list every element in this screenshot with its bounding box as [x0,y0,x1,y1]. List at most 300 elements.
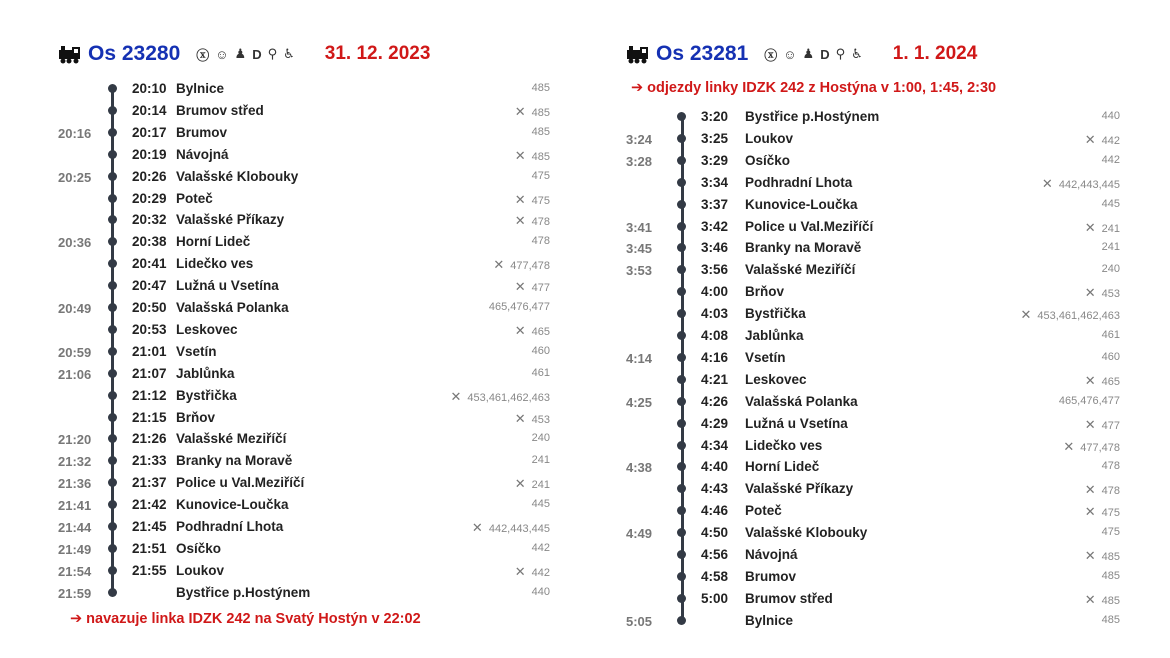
arrival-time: 21:54 [58,563,92,579]
departure-time: 4:00 [701,284,729,300]
stop-dot-icon [677,572,686,581]
stop-dot-icon [677,243,686,252]
stop-dot-icon [677,484,686,493]
stop-row[interactable] [0,538,585,560]
stop-row[interactable] [585,172,1170,194]
station-name[interactable]: Kunovice-Loučka [176,497,289,513]
station-name[interactable]: Branky na Moravě [176,453,293,469]
stop-row[interactable] [0,472,585,494]
stop-row[interactable] [0,516,585,538]
station-name[interactable]: Brňov [745,284,785,300]
stop-row[interactable] [585,194,1170,216]
connecting-lines [1102,351,1120,363]
bicycle-icon: ⚲ [267,46,278,61]
stop-row[interactable] [0,494,585,516]
station-name[interactable]: Brumov [176,124,228,140]
stop-dot-icon [108,172,117,181]
stop-row[interactable] [585,259,1170,281]
station-name[interactable]: Lužná u Vsetína [176,278,279,294]
departure-time: 21:15 [132,409,167,425]
stop-dot-icon [677,594,686,603]
station-name[interactable]: Poteč [176,190,213,206]
connecting-lines-value: 485 [1101,594,1120,607]
station-name[interactable]: Valašské Příkazy [176,212,285,228]
stop-dot-icon [677,200,686,209]
stop-dot-icon [677,309,686,318]
stop-row[interactable] [0,188,585,210]
connecting-lines [532,235,550,247]
arrival-time: 3:53 [626,263,653,279]
departure-time: 21:37 [132,475,167,491]
stop-dot-icon [108,413,117,422]
stop-row[interactable] [585,588,1170,610]
stop-dot-icon [108,128,117,137]
connecting-lines [532,82,550,94]
request-stop-icon: ✕ [493,257,505,273]
connecting-lines [1102,110,1120,122]
request-stop-icon: ✕ [1084,591,1096,607]
arrival-time: 21:06 [58,366,92,382]
stop-dot-icon [677,112,686,121]
stop-row[interactable] [0,122,585,144]
connecting-lines [532,345,550,357]
stop-dot-icon [677,222,686,231]
departure-time: 4:26 [701,393,729,409]
stop-row[interactable] [585,216,1170,238]
connecting-lines-value: 475 [1101,526,1120,539]
stop-row[interactable] [0,253,585,275]
connecting-lines-value: 465 [531,325,550,338]
connecting-lines [1085,504,1120,520]
stop-row[interactable] [585,106,1170,128]
station-name[interactable]: Bystřička [176,387,237,403]
station-name[interactable]: Lužná u Vsetína [745,415,848,431]
request-stop-icon: ✕ [514,103,526,119]
arrival-time: 20:25 [58,169,92,185]
station-name[interactable]: Leskovec [176,321,238,337]
station-name[interactable]: Podhradní Lhota [745,174,853,190]
stop-dot-icon [677,528,686,537]
connecting-lines [515,104,550,120]
request-stop-icon: ✕ [514,279,526,295]
connecting-lines-value: 460 [531,344,550,357]
connecting-lines [1102,460,1120,472]
connection-note: ➔ navazuje linka IDZK 242 na Svatý Hostýn v 22:02 [70,611,421,627]
station-name[interactable]: Valašské Příkazy [745,481,854,497]
arrival-time: 4:25 [626,394,653,410]
connecting-lines [1042,176,1120,192]
face-icon: ☺ [783,46,797,62]
stop-row[interactable] [585,237,1170,259]
train-service-icons [196,45,301,64]
departure-time: 21:01 [132,343,167,359]
connecting-lines-value: 442 [531,566,550,579]
connecting-lines [1063,439,1120,455]
station-name[interactable]: Brumov střed [745,590,833,606]
connecting-lines [515,213,550,229]
station-name[interactable]: Valašské Klobouky [745,525,868,541]
connecting-lines-value: 453,461,462,463 [1037,310,1120,323]
station-name[interactable]: Valašské Klobouky [176,168,299,184]
d-icon: D [252,46,262,62]
stop-row[interactable] [0,144,585,166]
stop-dot-icon [108,522,117,531]
station-name[interactable]: Valašské Meziříčí [745,262,856,278]
connecting-lines-value: 240 [1101,263,1120,276]
connecting-lines-value: 440 [1101,110,1120,122]
connecting-lines [1021,307,1121,323]
connecting-lines-value: 485 [531,82,550,94]
departure-time: 20:38 [132,234,167,250]
request-stop-icon: ✕ [514,322,526,338]
station-name[interactable]: Police u Val.Meziříčí [176,475,305,491]
train-date: 31. 12. 2023 [324,43,431,64]
face-icon: ☺ [215,46,229,62]
connecting-lines-value: 485 [531,106,550,119]
departure-time: 20:26 [132,168,167,184]
departure-time: 3:29 [701,152,729,168]
train-header [626,40,977,68]
stop-dot-icon [108,150,117,159]
connecting-lines-value: 241 [531,454,550,467]
arrival-time: 21:49 [58,541,92,557]
stop-row[interactable] [0,450,585,472]
departure-time: 21:12 [132,387,167,403]
connecting-lines-value: 460 [1101,350,1120,363]
stop-row[interactable] [585,456,1170,478]
stop-row[interactable] [0,209,585,231]
connecting-lines [1102,241,1120,253]
connecting-lines [1102,263,1120,275]
stop-dot-icon [108,347,117,356]
connecting-lines-value: 485 [1101,613,1120,626]
connecting-lines-value: 477 [531,282,550,295]
stop-row[interactable] [0,231,585,253]
connecting-lines [1102,526,1120,538]
stop-row[interactable] [585,347,1170,369]
connecting-lines [1102,570,1120,582]
station-name[interactable]: Osíčko [176,540,222,556]
departure-time: 3:20 [701,109,729,124]
connecting-lines [472,520,550,536]
stop-dot-icon [108,544,117,553]
station-name[interactable]: Bystřička [745,306,806,322]
request-stop-icon: ✕ [1041,175,1053,191]
request-stop-icon: ✕ [1084,548,1096,563]
departure-time: 21:33 [132,453,167,469]
stop-dot-icon [677,506,686,515]
stop-row[interactable] [585,610,1170,632]
station-name[interactable]: Jablůnka [176,365,235,381]
connecting-lines-value: 241 [531,479,550,492]
locomotive-icon [626,44,650,64]
station-name[interactable]: Horní Lideč [745,459,820,475]
arrival-time: 20:49 [58,301,92,316]
stop-row[interactable] [0,297,585,319]
station-name[interactable]: Valašská Polanka [745,393,858,409]
station-name[interactable]: Jablůnka [745,328,804,343]
station-name[interactable]: Poteč [745,503,782,519]
stop-row[interactable] [0,166,585,188]
departure-time: 21:45 [132,519,167,534]
stop-dot-icon [677,419,686,428]
request-stop-icon: ✕ [1084,504,1096,520]
stop-row[interactable] [0,319,585,341]
connecting-lines [1059,395,1120,407]
stop-dot-icon [108,215,117,224]
station-name[interactable]: Valašské Meziříčí [176,431,287,447]
stop-row[interactable] [585,150,1170,172]
stop-dot-icon [108,325,117,334]
stop-row[interactable] [0,385,585,407]
connecting-lines [1102,198,1120,210]
departure-time: 21:55 [132,562,167,578]
arrival-time: 3:24 [626,131,653,147]
request-stop-icon: ✕ [514,410,526,426]
stop-row[interactable] [0,78,585,100]
connecting-lines [532,432,550,444]
arrival-time: 3:41 [626,219,653,235]
stop-row[interactable] [0,100,585,122]
departure-time: 20:53 [132,321,167,337]
departure-time: 4:56 [701,547,729,562]
station-name[interactable]: Kunovice-Loučka [745,196,858,212]
stop-row[interactable] [585,128,1170,150]
connecting-lines-value: 241 [1101,222,1120,235]
departure-time: 3:42 [701,218,729,234]
station-name[interactable]: Bystřice p.Hostýnem [176,584,311,600]
connecting-lines-value: 475 [531,194,550,207]
connection-note: ➔ odjezdy linky IDZK 242 z Hostýna v 1:00, 1:45, 2:30 [631,80,997,96]
departure-time: 20:32 [132,212,167,228]
connecting-lines [493,257,550,273]
connecting-lines [1085,220,1120,236]
departure-time: 3:25 [701,130,729,146]
stop-row[interactable] [585,325,1170,347]
request-stop-icon: ✕ [1084,482,1096,498]
connecting-lines [515,148,550,164]
connecting-lines [532,170,550,182]
train-number[interactable]: Os 23280 [88,42,181,65]
stop-dot-icon [108,500,117,509]
departure-time: 21:07 [132,365,167,381]
connecting-lines-value: 485 [531,150,550,163]
connecting-lines-value: 453,461,462,463 [467,391,550,404]
departure-time: 20:41 [132,256,167,272]
arrival-time: 21:44 [58,520,92,535]
train-date: 1. 1. 2024 [892,43,978,64]
connecting-lines-value: 475 [531,169,550,182]
departure-time: 5:00 [701,590,729,606]
connecting-lines-value: 485 [531,125,550,138]
stop-row[interactable] [585,281,1170,303]
stop-row[interactable] [0,363,585,385]
departure-time: 4:40 [701,459,729,475]
station-name[interactable]: Horní Lideč [176,234,251,250]
stop-row[interactable] [585,522,1170,544]
d-icon: D [820,46,830,62]
connecting-lines [515,192,550,208]
stop-dot-icon [677,616,686,625]
request-stop-icon: ✕ [471,520,483,535]
connecting-lines [532,454,550,466]
request-stop-icon: ✕ [514,191,526,207]
connecting-lines-value: 442,443,445 [488,523,550,535]
connecting-lines-value: 442 [1101,134,1120,147]
connecting-lines-value: 477,478 [510,260,550,273]
arrival-time: 21:59 [58,585,92,601]
connecting-lines-value: 461 [1101,329,1120,341]
connecting-lines-value: 475 [1101,507,1120,520]
connecting-lines-value: 461 [531,366,550,379]
connecting-lines-value: 445 [531,498,550,511]
connecting-lines [532,586,550,598]
stop-dot-icon [677,287,686,296]
station-name[interactable]: Návojná [745,547,798,562]
connecting-lines-value: 240 [531,432,550,445]
connecting-lines-value: 445 [1101,197,1120,210]
stop-row[interactable] [0,341,585,363]
stop-dot-icon [677,178,686,187]
arrival-time: 20:16 [58,125,92,141]
request-stop-icon: ✕ [1020,307,1032,323]
departure-time: 20:17 [132,124,167,140]
stop-row[interactable] [0,407,585,429]
stop-dot-icon [677,550,686,559]
stop-row[interactable] [585,391,1170,413]
stop-row[interactable] [585,369,1170,391]
connecting-lines [451,389,551,405]
connecting-lines-value: 453 [531,413,550,426]
connecting-lines-value: 485 [1101,551,1120,563]
stop-row[interactable] [0,428,585,450]
station-name[interactable]: Branky na Moravě [745,240,862,256]
stop-dot-icon [108,303,117,312]
stop-dot-icon [108,478,117,487]
stop-row[interactable] [585,435,1170,457]
station-name[interactable]: Lidečko ves [745,437,823,453]
departure-time: 21:42 [132,497,167,513]
arrival-time: 5:05 [626,613,653,629]
request-stop-icon: ✕ [1084,285,1096,301]
stop-dot-icon [677,156,686,165]
station-name[interactable]: Brumov střed [176,102,264,118]
stop-row[interactable] [0,582,585,604]
arrival-time: 20:59 [58,344,92,360]
request-stop-icon: ✕ [514,476,526,492]
connecting-lines-value: 465,476,477 [488,301,550,313]
request-stop-icon: ✕ [1084,372,1096,388]
stop-row[interactable] [585,500,1170,522]
stop-dot-icon [677,134,686,143]
stop-row[interactable] [585,544,1170,566]
stop-dot-icon [108,369,117,378]
departure-time: 20:50 [132,300,167,315]
station-name[interactable]: Brňov [176,409,216,425]
connecting-lines-value: 477,478 [1080,441,1120,454]
train-service-icons [764,45,869,64]
station-name[interactable]: Valašská Polanka [176,300,289,315]
station-name[interactable]: Vsetín [745,349,786,365]
connecting-lines-value: 477 [1101,419,1120,432]
connecting-lines [1102,154,1120,166]
station-name[interactable]: Bylnice [745,612,794,628]
train-number[interactable]: Os 23281 [656,42,749,65]
departure-time: 4:03 [701,306,729,322]
station-name[interactable]: Lidečko ves [176,256,254,272]
stop-row[interactable] [0,560,585,582]
arrival-time: 21:20 [58,432,92,448]
departure-time: 4:50 [701,525,729,541]
stop-row[interactable] [585,303,1170,325]
connecting-lines [1085,373,1120,389]
connecting-lines-value: 241 [1101,241,1120,254]
stop-dot-icon [677,353,686,362]
connecting-lines-value: 442,443,445 [1058,178,1120,191]
departure-time: 4:08 [701,328,729,343]
reservation-icon: ⓧ [764,47,778,63]
station-name[interactable]: Vsetín [176,343,217,359]
stop-row[interactable] [585,478,1170,500]
departure-time: 20:14 [132,102,167,118]
station-name[interactable]: Loukov [745,130,794,146]
connecting-lines-value: 465 [1101,375,1120,388]
wheelchair-icon: ♿ [283,46,295,61]
stop-dot-icon [677,331,686,340]
station-name[interactable]: Bystřice p.Hostýnem [745,109,880,124]
station-name[interactable]: Bylnice [176,81,225,96]
connecting-lines-value: 478 [1101,485,1120,498]
stop-row[interactable] [0,275,585,297]
station-name[interactable]: Podhradní Lhota [176,519,284,534]
stop-dot-icon [108,456,117,465]
station-name[interactable]: Brumov [745,568,797,584]
departure-time: 3:56 [701,262,729,278]
stop-dot-icon [677,397,686,406]
request-stop-icon: ✕ [1084,416,1096,432]
stop-dot-icon [677,375,686,384]
station-name[interactable]: Návojná [176,146,229,162]
station-name[interactable]: Loukov [176,562,225,578]
connecting-lines [1102,614,1120,626]
connecting-lines [1085,592,1120,608]
stop-row[interactable] [585,566,1170,588]
departure-time: 4:16 [701,349,729,365]
arrival-time: 21:32 [58,454,92,470]
wheelchair-icon: ♿ [851,46,863,61]
stop-dot-icon [108,194,117,203]
figure-icon: ♟ [234,46,247,61]
connecting-lines [1085,548,1120,564]
connecting-lines-value: 478 [531,235,550,248]
station-name[interactable]: Osíčko [745,152,791,168]
stop-dot-icon [108,391,117,400]
connecting-lines-value: 453 [1101,288,1120,301]
connecting-lines [489,301,550,313]
departure-time: 4:21 [701,371,729,387]
station-name[interactable]: Police u Val.Meziříčí [745,218,874,234]
connecting-lines [515,411,550,427]
connecting-lines-value: 478 [531,216,550,229]
departure-time: 20:10 [132,81,167,96]
connecting-lines-value: 465,476,477 [1058,394,1120,407]
stop-dot-icon [108,588,117,597]
stop-row[interactable] [585,413,1170,435]
bicycle-icon: ⚲ [835,46,846,61]
station-name[interactable]: Leskovec [745,371,807,387]
arrival-time: 4:49 [626,526,653,542]
stop-dot-icon [108,281,117,290]
